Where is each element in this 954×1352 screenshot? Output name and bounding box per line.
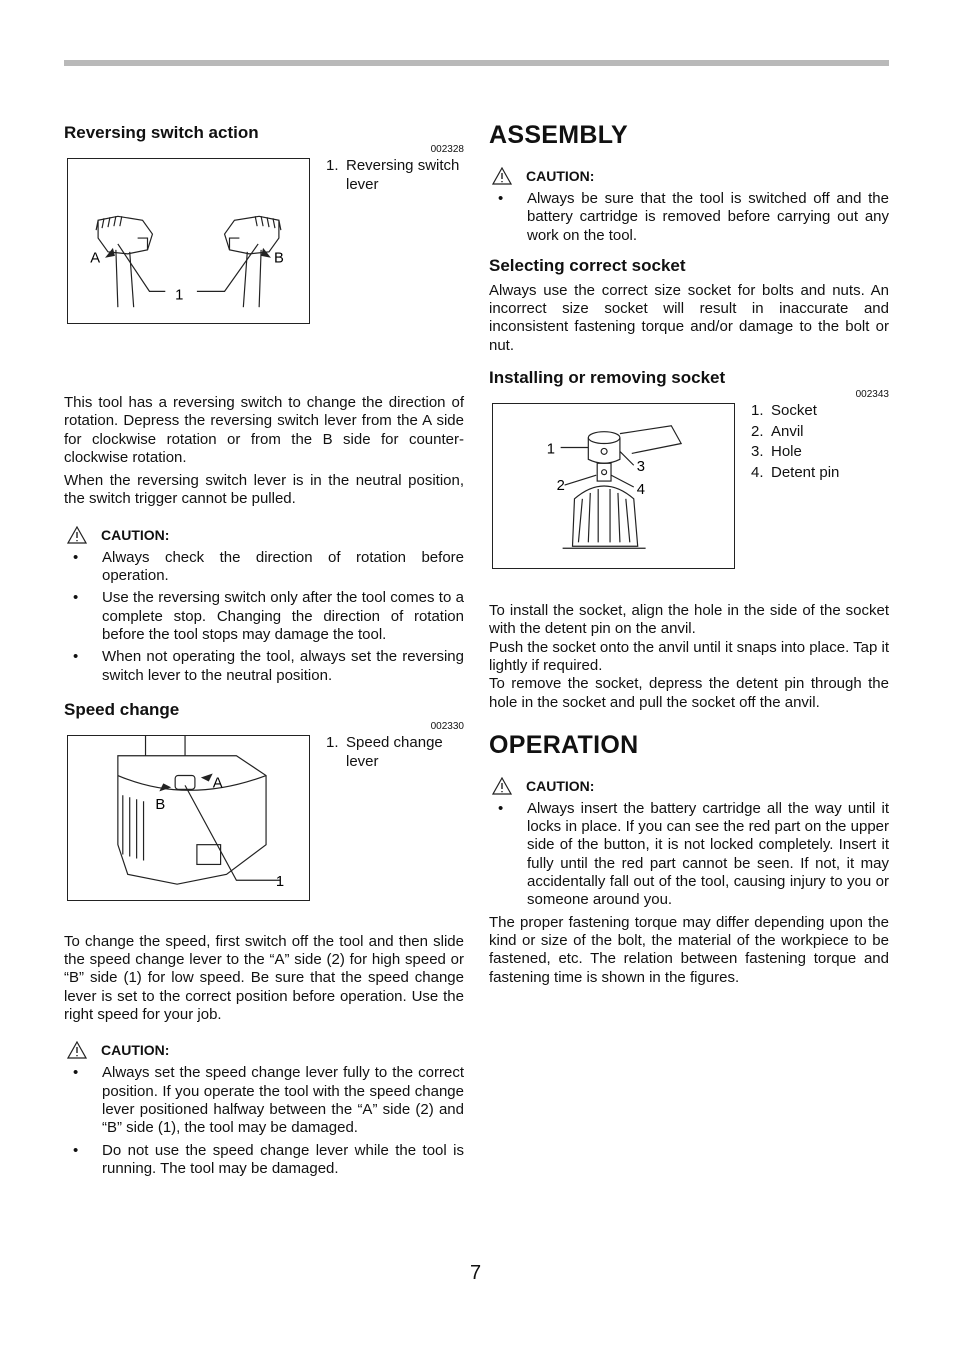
caution-list xyxy=(489,800,889,910)
fig-label-2: 2 xyxy=(556,478,565,495)
section-heading-speed: Speed change xyxy=(64,699,180,719)
paragraph: When the reversing switch lever is in the neutral position, the switch trigger cannot be pulled. xyxy=(64,472,464,508)
illustration-reversing-switch xyxy=(67,158,310,324)
section-heading-installing: Installing or removing socket xyxy=(489,368,726,388)
paragraph: The proper fastening torque may differ depending upon the kind or size of the bolt, the material of the workpiece to be fastened, etc. The relation between fastening torque and fastening time is shown in the figures. xyxy=(489,913,889,986)
figure-speed xyxy=(64,733,464,905)
list-item: • Use the reversing switch only after the tool comes to a complete stop. Changing the direction of rotation before the tool stops may damage the tool. xyxy=(73,589,464,643)
warning-icon xyxy=(492,167,512,185)
fig-label-b: B xyxy=(155,796,166,813)
paragraph: To install the socket, align the hole in the side of the socket with the detent pin on the anvil. xyxy=(489,602,889,638)
list-item: • Always check the direction of rotation before operation. xyxy=(73,548,464,585)
figure-reversing xyxy=(64,156,464,328)
figure-code: 002328 xyxy=(430,144,464,155)
fig-label-1: 1 xyxy=(275,874,285,891)
figure-legend xyxy=(326,156,466,194)
figure-socket xyxy=(489,401,889,573)
list-item: • Always set the speed change lever fully to the correct position. If you operate the tool with the speed change lever positioned halfway between the “A” side (2) and “B” side (1), the tool may be damaged. xyxy=(73,1064,464,1137)
legend-item: 1. Reversing switch lever xyxy=(326,157,460,193)
caution-list xyxy=(64,1064,464,1178)
paragraph: Always use the correct size socket for bolts and nuts. An incorrect size socket will result in inaccurate and inconsistent fastening torque and/or damage to the bolt or nut. xyxy=(489,281,889,354)
fig-label-a: A xyxy=(212,775,223,792)
fig-label-1: 1 xyxy=(546,441,556,458)
list-item: • Always insert the battery cartridge all the way until it locks in place. If you can see the red part on the upper side of the button, it is not locked completely. Insert it fully until the red part cannot be seen. If not, it may accidentally fall out of the tool, causing injury to you or someone around you. xyxy=(498,799,889,909)
right-column xyxy=(489,118,889,987)
paragraph: To remove the socket, depress the detent pin through the hole in the socket and pull the socket off the anvil. xyxy=(489,675,889,711)
list-item: • Always be sure that the tool is switched off and the battery cartridge is removed before carrying out any work on the tool. xyxy=(498,190,889,244)
section-heading-reversing: Reversing switch action xyxy=(64,123,259,142)
caution-list xyxy=(64,549,464,685)
caution-heading: CAUTION: xyxy=(489,777,889,795)
warning-icon xyxy=(492,777,512,795)
fig-label-4: 4 xyxy=(636,481,645,498)
legend-item: 1. Socket xyxy=(751,402,817,420)
figure-legend xyxy=(751,401,891,483)
legend-item: 2. Anvil xyxy=(751,422,804,440)
warning-icon xyxy=(67,526,87,544)
section-heading-selecting: Selecting correct socket xyxy=(489,255,686,275)
fig-label-b: B xyxy=(273,250,284,267)
page-number: 7 xyxy=(470,1262,482,1284)
list-item: • Do not use the speed change lever while the tool is running. The tool may be damaged. xyxy=(73,1141,464,1177)
figure-code: 002330 xyxy=(430,720,464,732)
paragraph: Push the socket onto the anvil until it snaps into place. Tap it lightly if required. xyxy=(489,638,889,674)
fig-label-1: 1 xyxy=(175,287,184,304)
legend-item: 1. Speed change lever xyxy=(326,733,443,770)
legend-item: 3. Hole xyxy=(751,443,802,461)
figure-code: 002343 xyxy=(855,389,889,401)
caution-heading: CAUTION: xyxy=(64,526,464,544)
section-title-assembly: ASSEMBLY xyxy=(489,121,629,149)
caution-heading: CAUTION: xyxy=(64,1041,464,1059)
fig-label-a: A xyxy=(90,250,101,267)
illustration-speed-change xyxy=(67,735,310,901)
caution-heading: CAUTION: xyxy=(489,167,889,185)
figure-legend xyxy=(326,733,466,771)
left-column xyxy=(64,122,464,1178)
warning-icon xyxy=(67,1041,87,1059)
paragraph: This tool has a reversing switch to change the direction of rotation. Depress the reversing switch lever from the A side for clockwise rotation or from the B side for counter-clockwise rotation. xyxy=(64,394,464,466)
section-title-operation: OPERATION xyxy=(489,730,639,759)
caution-list xyxy=(489,190,889,245)
list-item: • When not operating the tool, always set the reversing switch lever to the neutral position. xyxy=(73,648,464,684)
header-rule xyxy=(64,60,889,66)
fig-label-3: 3 xyxy=(636,459,645,476)
legend-item: 4. Detent pin xyxy=(751,463,840,481)
paragraph: To change the speed, first switch off the tool and then slide the speed change lever to the “A” side (2) for high speed or “B” side (1) for low speed. Be sure that the speed change lever is set to the correct position before operation. Use the right speed for your job. xyxy=(64,932,464,1024)
illustration-socket xyxy=(492,403,735,569)
